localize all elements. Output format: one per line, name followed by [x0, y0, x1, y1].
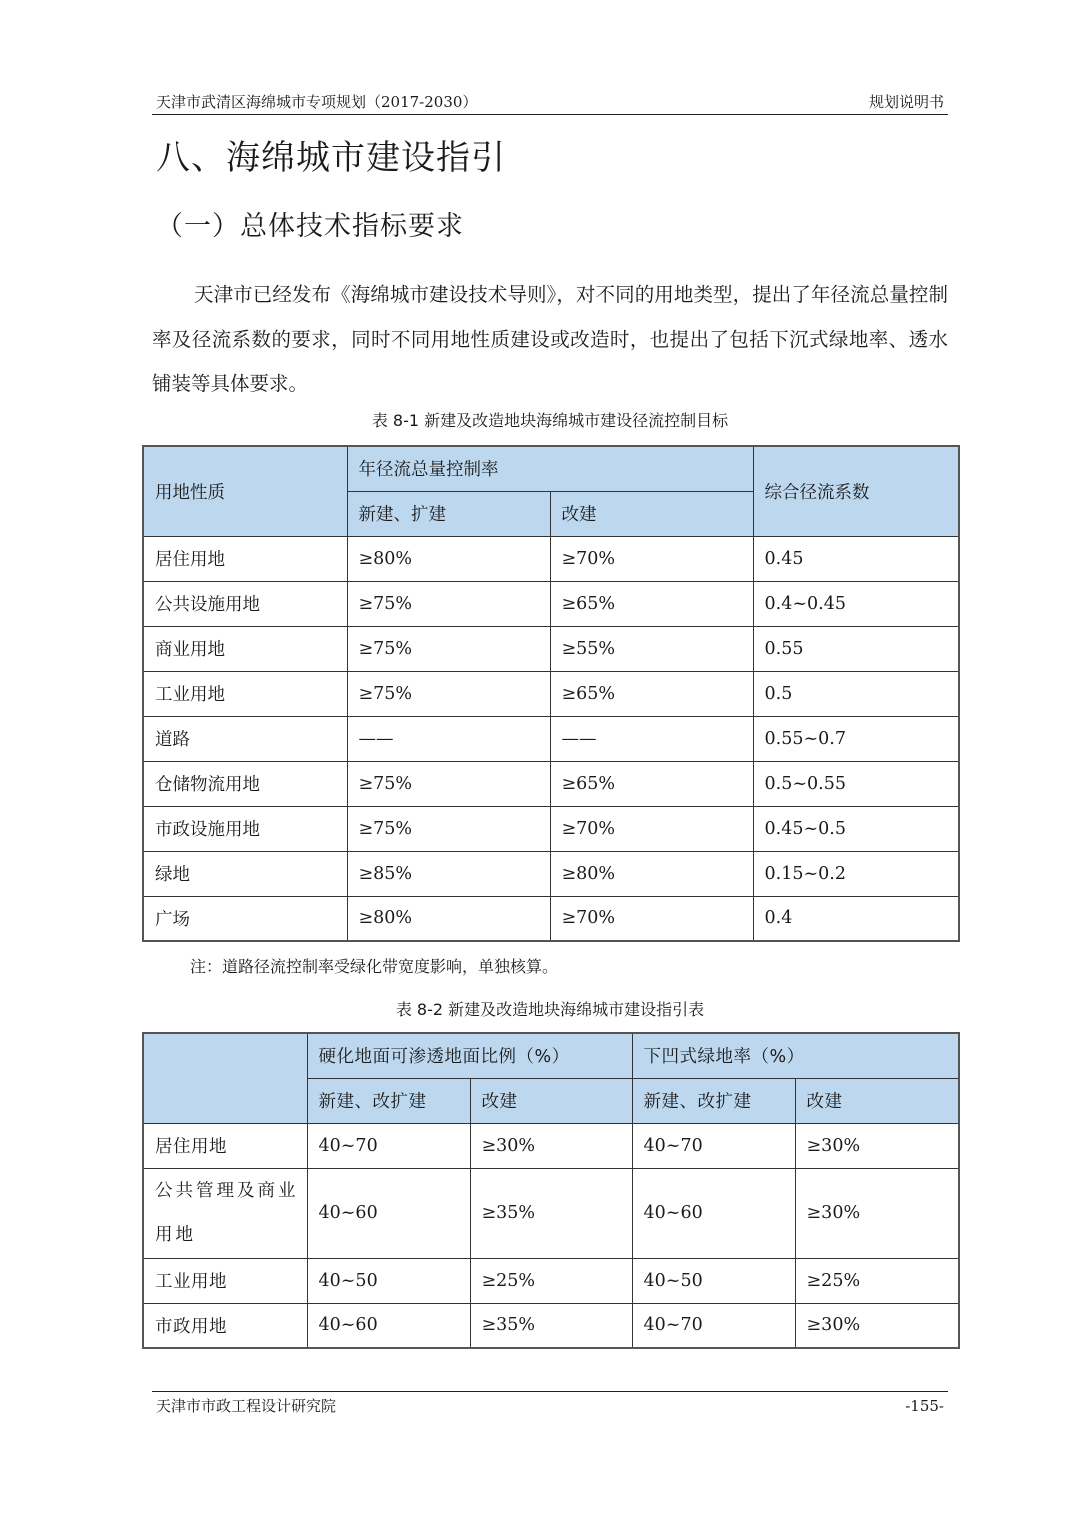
table-row: [143, 1123, 959, 1168]
land-use-cell: 仓储物流用地: [143, 761, 347, 806]
land-use-cell: 工业用地: [143, 671, 347, 716]
value-cell: ≥80%: [347, 536, 550, 581]
value-cell: 40~60: [632, 1168, 795, 1258]
value-cell: 0.5~0.55: [753, 761, 959, 806]
table-row: [143, 896, 959, 941]
value-cell: ≥35%: [470, 1168, 632, 1258]
value-cell: ≥85%: [347, 851, 550, 896]
value-cell: 0.55: [753, 626, 959, 671]
value-cell: ≥25%: [795, 1258, 959, 1303]
land-use-cell: 居住用地: [143, 1123, 307, 1168]
land-use-cell: 广场: [143, 896, 347, 941]
header-rebuild: 改建: [550, 491, 753, 536]
header-new-build: 新建、扩建: [347, 491, 550, 536]
header-blank-cell: [143, 1033, 307, 1123]
section-heading: （一）总体技术指标要求: [156, 211, 464, 242]
table-row: [143, 806, 959, 851]
chapter-heading: 八、海绵城市建设指引: [156, 138, 506, 178]
value-cell: ≥65%: [550, 671, 753, 716]
value-cell: ≥70%: [550, 536, 753, 581]
header-permeable-ratio: 硬化地面可渗透地面比例（%）: [307, 1033, 632, 1078]
value-cell: 40~70: [307, 1123, 470, 1168]
value-cell: ≥30%: [795, 1303, 959, 1348]
table-header-row: [143, 1033, 959, 1078]
land-use-cell: 居住用地: [143, 536, 347, 581]
value-cell: 0.55~0.7: [753, 716, 959, 761]
body-paragraph: 天津市已经发布《海绵城市建设技术导则》，对不同的用地类型，提出了年径流总量控制率及径流系数的要求，同时不同用地性质建设或改造时，也提出了包括下沉式绿地率、透水铺装等具体要求。: [152, 283, 948, 395]
value-cell: ≥55%: [550, 626, 753, 671]
value-cell: 0.45~0.5: [753, 806, 959, 851]
header-document-type: 规划说明书: [868, 93, 944, 111]
value-cell: 40~50: [307, 1258, 470, 1303]
land-use-cell: 公共设施用地: [143, 581, 347, 626]
value-cell: 0.4~0.45: [753, 581, 959, 626]
table1-note: 注：道路径流控制率受绿化带宽度影响，单独核算。: [190, 957, 559, 976]
value-cell: 40~50: [632, 1258, 795, 1303]
header-control-rate: 年径流总量控制率: [347, 446, 753, 491]
table-header-row: [143, 446, 959, 491]
value-cell: ≥75%: [347, 671, 550, 716]
value-cell: ≥75%: [347, 806, 550, 851]
table1-caption: 表 8-1 新建及改造地块海绵城市建设径流控制目标: [371, 411, 729, 430]
header-new-build: 新建、改扩建: [307, 1078, 470, 1123]
value-cell: ≥70%: [550, 896, 753, 941]
runoff-control-table: [142, 445, 960, 942]
land-use-cell: 公共管理及商业用地: [143, 1168, 307, 1258]
value-cell: 40~60: [307, 1303, 470, 1348]
value-cell: 0.4: [753, 896, 959, 941]
value-cell: ≥30%: [795, 1168, 959, 1258]
header-document-title: 天津市武清区海绵城市专项规划（2017-2030）: [156, 93, 478, 111]
value-cell: 0.45: [753, 536, 959, 581]
value-cell: ≥35%: [470, 1303, 632, 1348]
value-cell: ≥70%: [550, 806, 753, 851]
header-rebuild: 改建: [795, 1078, 959, 1123]
table-row: [143, 1258, 959, 1303]
value-cell: 0.15~0.2: [753, 851, 959, 896]
value-cell: ——: [347, 716, 550, 761]
header-land-use: 用地性质: [143, 446, 347, 536]
table-row: [143, 1168, 959, 1258]
land-use-cell: 绿地: [143, 851, 347, 896]
value-cell: ≥25%: [470, 1258, 632, 1303]
value-cell: ≥75%: [347, 626, 550, 671]
footer-organization: 天津市市政工程设计研究院: [156, 1397, 337, 1415]
value-cell: ≥75%: [347, 761, 550, 806]
value-cell: 40~70: [632, 1303, 795, 1348]
table-row: [143, 581, 959, 626]
header-runoff-coefficient: 综合径流系数: [753, 446, 959, 536]
table-row: [143, 626, 959, 671]
header-new-build: 新建、改扩建: [632, 1078, 795, 1123]
value-cell: ≥30%: [795, 1123, 959, 1168]
land-use-cell: 道路: [143, 716, 347, 761]
value-cell: ≥80%: [347, 896, 550, 941]
page-header: [152, 92, 948, 115]
value-cell: ≥30%: [470, 1123, 632, 1168]
value-cell: 0.5: [753, 671, 959, 716]
land-use-cell: 市政设施用地: [143, 806, 347, 851]
table-row: [143, 1303, 959, 1348]
land-use-cell: 工业用地: [143, 1258, 307, 1303]
table2-caption: 表 8-2 新建及改造地块海绵城市建设指引表: [395, 1000, 705, 1019]
value-cell: 40~70: [632, 1123, 795, 1168]
table-row: [143, 536, 959, 581]
value-cell: 40~60: [307, 1168, 470, 1258]
sponge-guideline-table: [142, 1032, 960, 1349]
table-row: [143, 671, 959, 716]
header-sunken-green-ratio: 下凹式绿地率（%）: [632, 1033, 959, 1078]
value-cell: ≥65%: [550, 761, 753, 806]
value-cell: ≥75%: [347, 581, 550, 626]
page-number: -155-: [905, 1397, 944, 1415]
header-rebuild: 改建: [470, 1078, 632, 1123]
value-cell: ——: [550, 716, 753, 761]
page-footer: [152, 1391, 948, 1418]
table-row: [143, 851, 959, 896]
value-cell: ≥65%: [550, 581, 753, 626]
table-row: [143, 761, 959, 806]
land-use-cell: 商业用地: [143, 626, 347, 671]
land-use-cell: 市政用地: [143, 1303, 307, 1348]
table-row: [143, 716, 959, 761]
value-cell: ≥80%: [550, 851, 753, 896]
